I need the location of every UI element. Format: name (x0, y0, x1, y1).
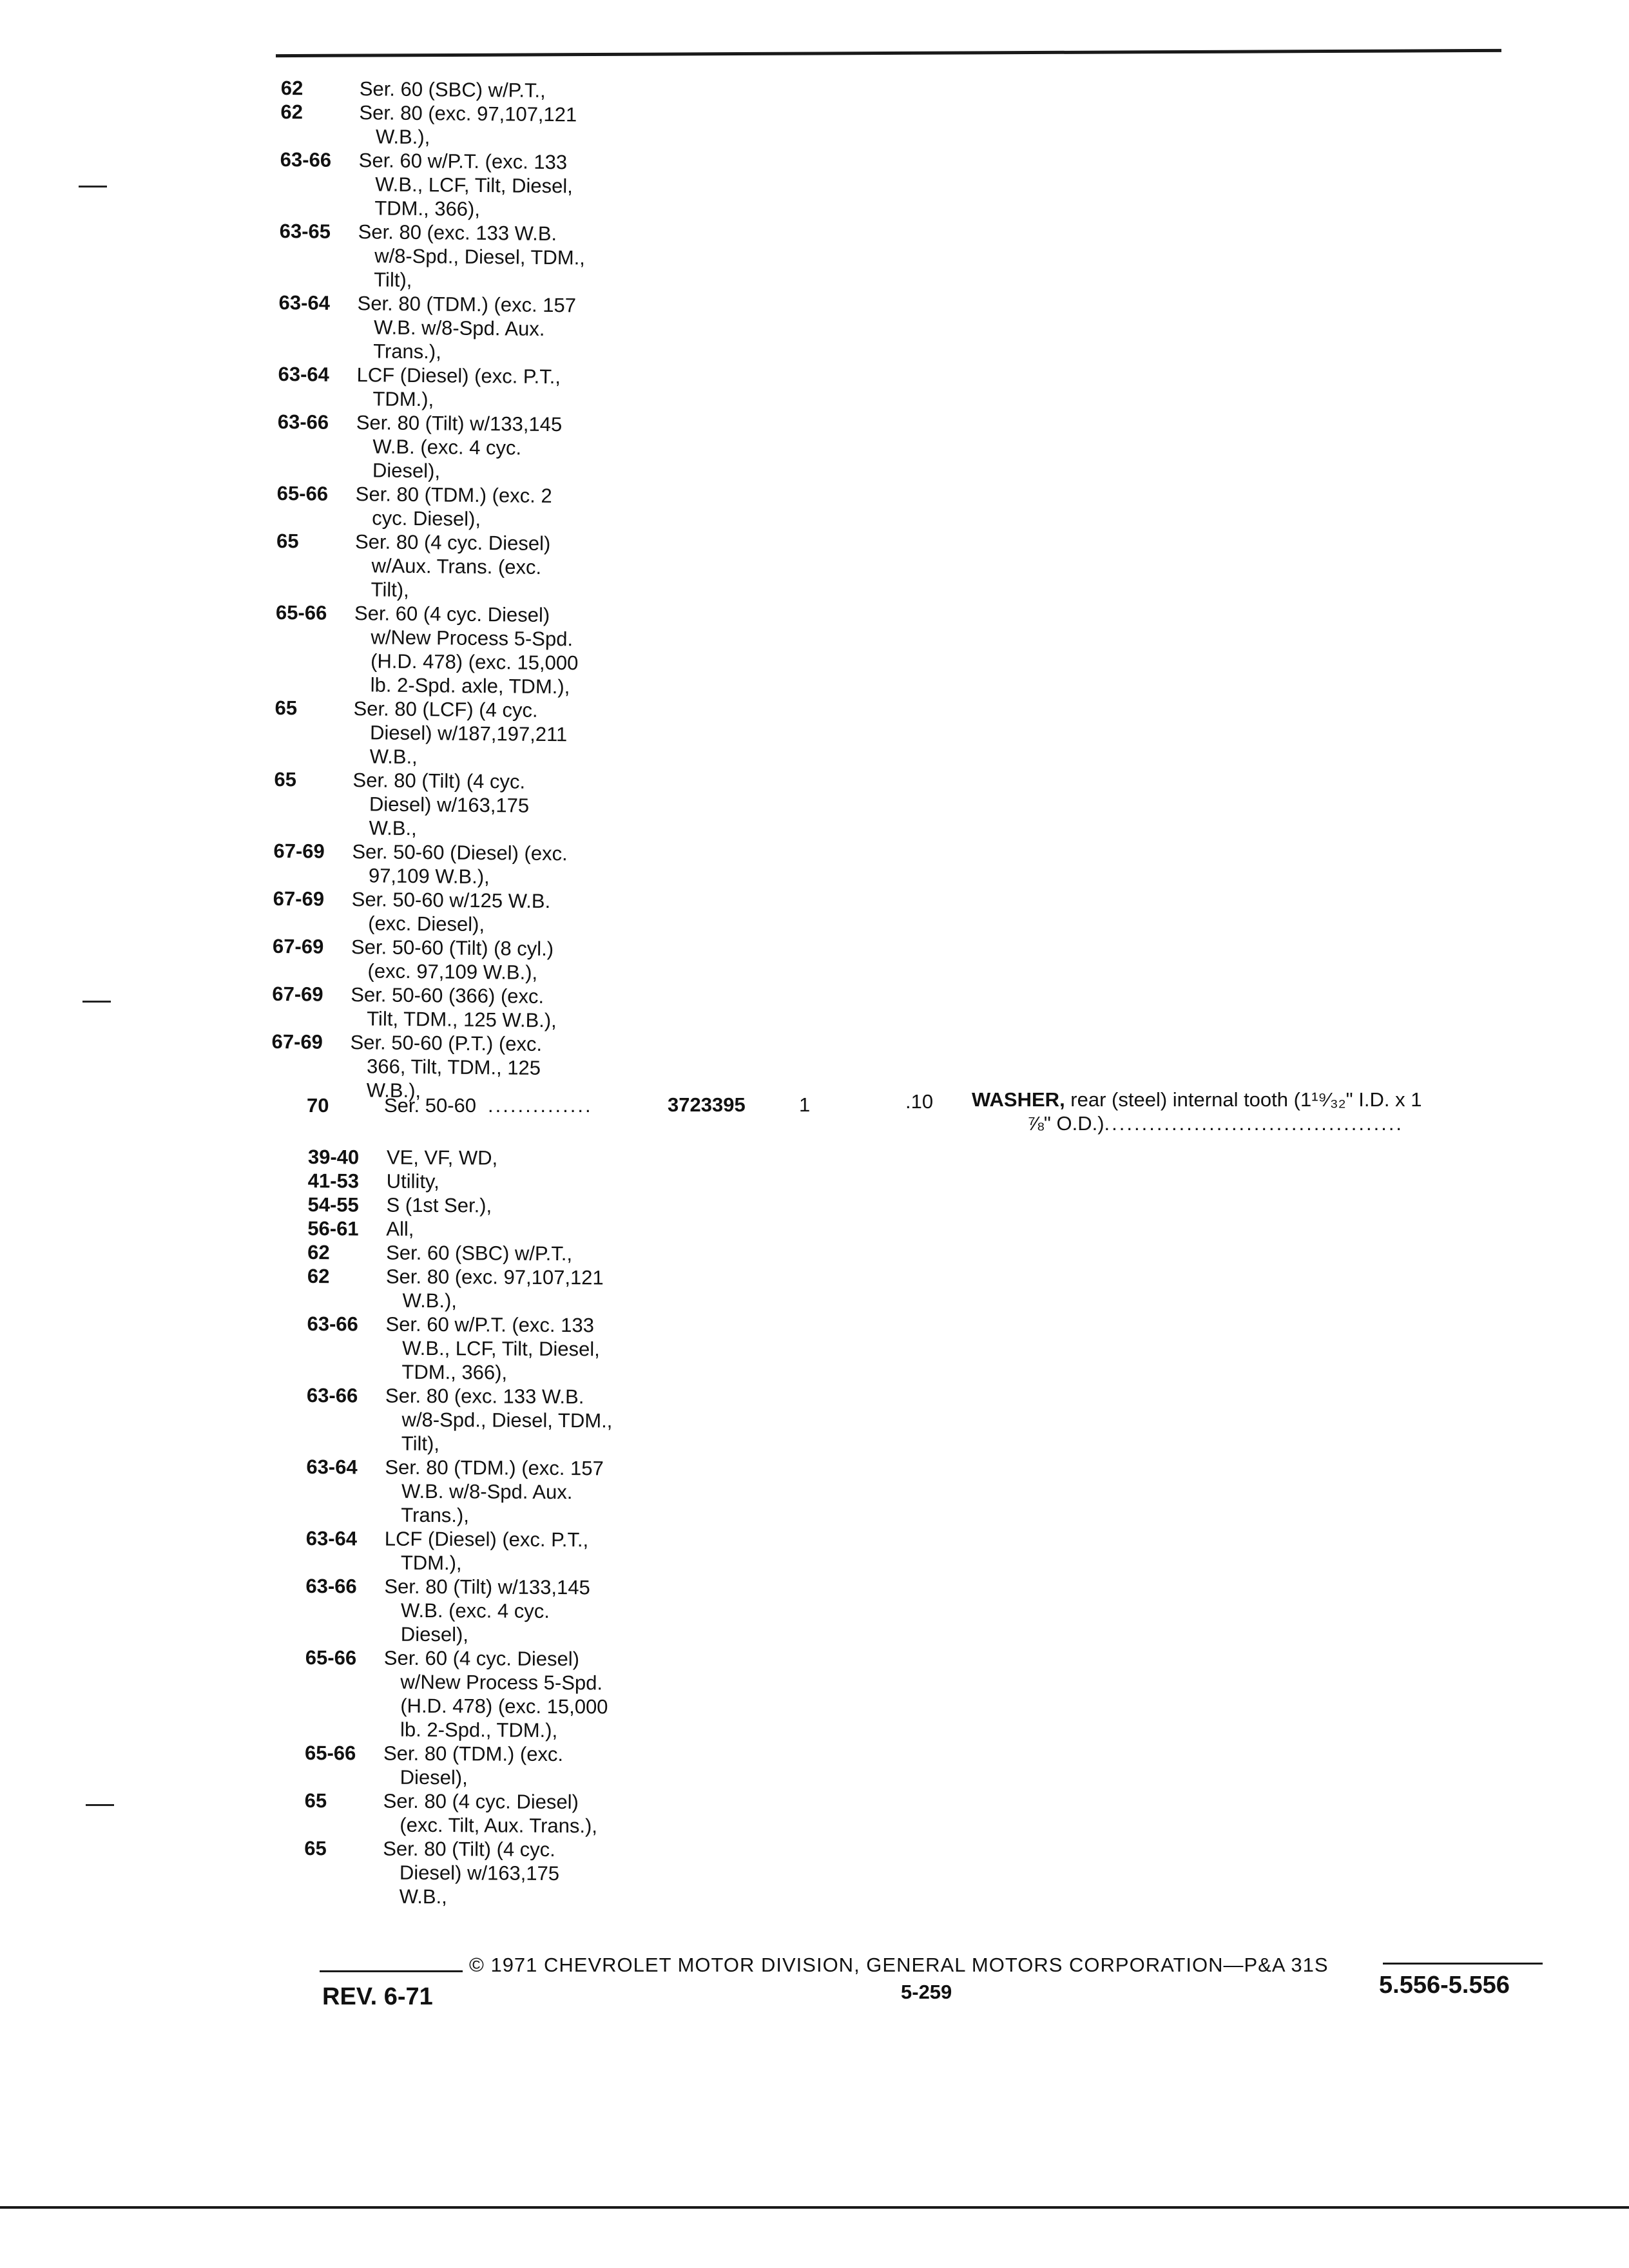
footer-rule-left (320, 1970, 463, 1972)
top-rule (276, 49, 1501, 57)
application-text: Ser. 80 (exc. 133 W.B. w/8-Spd., Diesel, TDM., Tilt), (385, 1384, 613, 1456)
application-entry (307, 1240, 707, 1266)
model-year: 67-69 (273, 887, 325, 910)
part-desc-line-1: rear (steel) internal tooth (1¹⁹⁄₃₂" I.D. x 1 (1065, 1088, 1422, 1111)
application-entry (277, 410, 677, 485)
application-text: LCF (Diesel) (exc. P.T., TDM.), (356, 363, 561, 411)
model-year: 63-64 (305, 1526, 358, 1550)
application-entry (273, 839, 673, 890)
application-text: Ser. 80 (exc. 97,107,121 W.B.), (385, 1265, 604, 1312)
part-application-row (307, 1093, 593, 1117)
application-entry (306, 1383, 706, 1457)
model-year: 65-66 (276, 481, 329, 505)
application-entry (304, 1789, 704, 1838)
model-year: 63-66 (307, 1312, 358, 1336)
model-year: 62 (307, 1264, 330, 1288)
application-text: Ser. 80 (4 cyc. Diesel) (exc. Tilt, Aux. Trans.), (383, 1789, 598, 1838)
model-year: 63-66 (280, 148, 332, 171)
model-year: 63-64 (278, 291, 331, 314)
application-entry (306, 1455, 706, 1528)
footer-copyright: © 1971 CHEVROLET MOTOR DIVISION, GENERAL MOTORS CORPORATION—P&A 31S (469, 1954, 1329, 1976)
part-description (972, 1088, 1552, 1135)
model-year: 54-55 (307, 1193, 359, 1216)
application-list-group-2 (304, 1145, 708, 1910)
application-text: Ser. 80 (Tilt) w/133,145 W.B. (exc. 4 cyc. Diesel), (383, 1575, 590, 1646)
application-text: Ser. 80 (exc. 133 W.B. w/8-Spd., Diesel, TDM., Tilt), (357, 220, 586, 291)
application-entry (305, 1646, 705, 1743)
model-year: 63-65 (279, 219, 331, 243)
model-year: 65 (276, 529, 299, 553)
application-text: Ser. 60 w/P.T. (exc. 133 W.B., LCF, Tilt, Diesel, TDM., 366), (358, 149, 574, 220)
model-year: 65-66 (304, 1741, 356, 1765)
application-text: Ser. 80 (TDM.) (exc. 2 cyc. Diesel), (355, 483, 552, 531)
application-entry (279, 219, 679, 294)
application-list-group-1 (271, 76, 680, 1105)
application-text: Ser. 50-60 w/125 W.B. (exc. Diesel), (351, 888, 551, 936)
application-text: Ser. 80 (TDM.) (exc. Diesel), (383, 1742, 564, 1789)
model-year: 65-66 (275, 601, 327, 624)
application-text: Ser. 50-60 (Tilt) (8 cyl.) (exc. 97,109 W.B.), (351, 936, 554, 984)
application-text: Ser. 60 (SBC) w/P.T., (386, 1241, 573, 1265)
model-year: 67-69 (272, 934, 324, 958)
model-year: 67-69 (271, 1030, 323, 1053)
model-year: 65 (304, 1789, 327, 1812)
part-name: WASHER, (972, 1088, 1065, 1111)
application-text: All, (386, 1217, 414, 1240)
part-application: Ser. 50-60 (384, 1094, 477, 1117)
margin-mark (79, 186, 107, 187)
part-number: 3723395 (668, 1093, 746, 1116)
page-number: 5-259 (901, 1981, 952, 2003)
application-text: Ser. 60 w/P.T. (exc. 133 W.B., LCF, Tilt, Diesel, TDM., 366), (385, 1312, 600, 1384)
section-number: 5.556-5.556 (1379, 1972, 1510, 1999)
application-text: Ser. 80 (exc. 97,107,121 W.B.), (358, 101, 577, 149)
application-entry (307, 1193, 707, 1218)
application-entry (274, 767, 674, 843)
application-text: VE, VF, WD, (386, 1146, 498, 1169)
application-entry (281, 76, 680, 104)
application-text: Ser. 80 (TDM.) (exc. 157 W.B. w/8-Spd. Aux. Trans.), (384, 1456, 604, 1527)
model-year: 63-66 (305, 1574, 357, 1598)
application-entry (278, 362, 678, 414)
model-year: 62 (307, 1240, 330, 1264)
part-year: 70 (307, 1094, 329, 1117)
application-entry (273, 887, 673, 938)
application-text: Ser. 60 (4 cyc. Diesel) w/New Process 5-Spd. (H.D. 478) (exc. 15,000 lb. 2-Spd. axle, TDM.), (353, 602, 579, 698)
part-desc-line-2: ⅞" O.D.) (1027, 1112, 1104, 1135)
model-year: 39-40 (307, 1146, 360, 1169)
application-entry (276, 529, 676, 604)
application-text: Ser. 50-60 (Diesel) (exc. 97,109 W.B.), (351, 840, 568, 889)
footer-rule-right (1383, 1963, 1543, 1965)
part-price: .10 (905, 1090, 934, 1113)
model-year: 65 (304, 1836, 327, 1860)
application-entry (304, 1836, 704, 1910)
model-year: 67-69 (273, 839, 325, 863)
model-year: 62 (280, 76, 304, 100)
application-text: Ser. 80 (LCF) (4 cyc. Diesel) w/187,197,211 W.B., (352, 697, 568, 769)
application-text: Ser. 50-60 (P.T.) (exc. 366, Tilt, TDM., 125 W.B.), (349, 1031, 543, 1102)
application-text: Ser. 80 (Tilt) (4 cyc. Diesel) w/163,175 W.B., (382, 1837, 560, 1908)
application-entry (273, 934, 673, 986)
model-year: 65 (274, 767, 297, 791)
application-entry (280, 100, 680, 151)
margin-mark (82, 1001, 111, 1003)
bottom-rule (0, 2206, 1629, 2209)
leader-dots: ........................................ (1104, 1112, 1404, 1135)
application-entry (307, 1216, 707, 1242)
revision-label: REV. 6-71 (322, 1983, 433, 2010)
margin-mark (86, 1804, 114, 1806)
application-entry (305, 1574, 706, 1648)
application-text: Ser. 50-60 (366) (exc. Tilt, TDM., 125 W.B.), (350, 983, 557, 1032)
model-year: 67-69 (272, 982, 323, 1006)
application-entry (306, 1526, 706, 1576)
application-entry (307, 1312, 707, 1385)
model-year: 63-64 (306, 1455, 358, 1479)
model-year: 62 (280, 100, 304, 124)
application-text: LCF (Diesel) (exc. P.T., TDM.), (384, 1527, 589, 1575)
application-entry (280, 148, 680, 223)
model-year: 65-66 (305, 1646, 357, 1669)
model-year: 41-53 (307, 1169, 360, 1193)
application-text: Ser. 80 (Tilt) (4 cyc. Diesel) w/163,175 W.B., (352, 769, 530, 840)
application-entry (308, 1145, 708, 1171)
application-entry (308, 1169, 708, 1195)
application-text: S (1st Ser.), (386, 1193, 492, 1217)
model-year: 65 (275, 696, 298, 720)
model-year: 56-61 (307, 1216, 359, 1240)
application-entry (275, 601, 675, 700)
application-text: Utility, (386, 1169, 439, 1193)
part-quantity: 1 (799, 1093, 811, 1116)
application-text: Ser. 80 (Tilt) w/133,145 W.B. (exc. 4 cyc. Diesel), (355, 411, 563, 483)
application-entry (276, 481, 677, 533)
application-text: Ser. 60 (SBC) w/P.T., (359, 77, 546, 102)
application-text: Ser. 80 (4 cyc. Diesel) w/Aux. Trans. (exc. Tilt), (354, 530, 551, 601)
application-entry (278, 291, 679, 366)
application-entry (307, 1264, 707, 1314)
model-year: 63-66 (277, 410, 329, 434)
model-year: 63-64 (278, 362, 330, 386)
leader-dots: .............. (488, 1094, 593, 1117)
model-year: 63-66 (306, 1383, 358, 1407)
application-entry (305, 1741, 704, 1791)
application-text: Ser. 80 (TDM.) (exc. 157 W.B. w/8-Spd. Aux. Trans.), (356, 292, 577, 363)
application-entry (275, 696, 675, 771)
application-entry (272, 982, 672, 1033)
application-text: Ser. 60 (4 cyc. Diesel) w/New Process 5-Spd. (H.D. 478) (exc. 15,000 lb. 2-Spd., TDM.), (383, 1646, 608, 1742)
